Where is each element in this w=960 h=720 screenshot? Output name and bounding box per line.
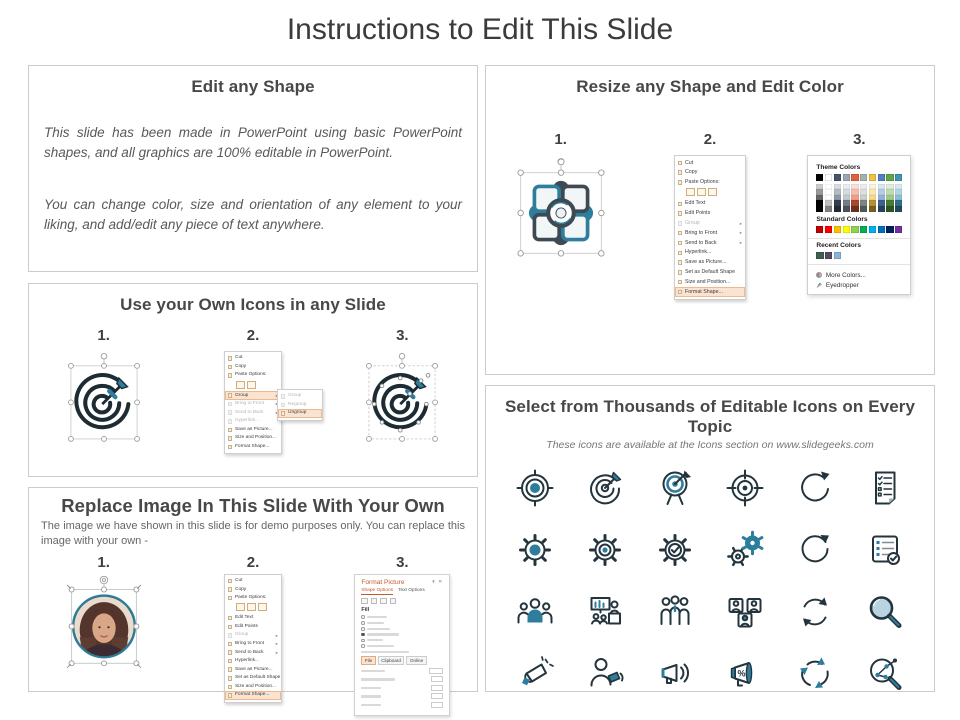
menu-item-cut[interactable] <box>675 158 745 168</box>
standard-color-swatch[interactable] <box>895 226 902 233</box>
gear-hub-icon[interactable] <box>584 529 626 571</box>
copy-icon <box>228 365 233 370</box>
target-stand-arrow-icon[interactable] <box>654 467 696 509</box>
menu-item-group[interactable] <box>675 218 745 228</box>
format-shape-icon <box>678 290 683 295</box>
theme-variant-swatch[interactable] <box>860 206 867 212</box>
theme-color-swatch[interactable] <box>843 174 850 181</box>
divider <box>808 238 910 239</box>
team-standing-icon[interactable] <box>654 591 696 633</box>
menu-item-label: Format Shape... <box>234 692 270 698</box>
cut-icon <box>678 161 683 166</box>
standard-colors-row <box>816 226 902 233</box>
icon-library-title: Select from Thousands of Editable Icons on Every Topic <box>504 397 916 436</box>
paste-option-icon[interactable] <box>236 381 245 389</box>
menu-item-format-shape[interactable] <box>225 443 281 452</box>
theme-variant-swatch[interactable] <box>843 206 850 212</box>
file-button[interactable]: File <box>361 656 375 665</box>
standard-color-swatch[interactable] <box>869 226 876 233</box>
fill-option[interactable] <box>361 639 443 643</box>
paste-option-icon[interactable] <box>247 603 256 611</box>
paste-option-icon[interactable] <box>236 603 245 611</box>
fill-option[interactable] <box>361 621 443 625</box>
menu-item-hyperlink[interactable] <box>675 248 745 258</box>
magnifier-icon[interactable] <box>864 591 906 633</box>
panel-icon-library <box>485 385 935 692</box>
panel-replace-image <box>28 487 478 698</box>
slide-title: Instructions to Edit This Slide <box>286 13 674 46</box>
offset-row[interactable] <box>361 702 443 708</box>
cycle-arrows-icon[interactable] <box>794 653 836 695</box>
menu-item-label: Group <box>684 220 700 227</box>
tab-shape-options[interactable]: Shape Options <box>361 588 394 594</box>
bring-to-front-icon <box>228 402 233 407</box>
menu-item-bring-to-front[interactable] <box>225 400 281 409</box>
more-colors-item[interactable] <box>816 268 902 279</box>
hyperlink-icon <box>678 251 683 256</box>
menu-item-label: Send to Back <box>684 239 717 246</box>
menu-item-label: Hyperlink... <box>234 418 259 424</box>
eyedropper-icon <box>816 283 822 289</box>
theme-color-swatch[interactable] <box>895 174 902 181</box>
crosshair-scope-icon[interactable] <box>724 467 766 509</box>
menu-item-label: Size and Position... <box>234 435 277 441</box>
menu-item-label: Paste Options: <box>234 372 267 378</box>
menu-item-size-and-position[interactable] <box>675 277 745 287</box>
menu-item-label: Edit Points <box>234 623 258 629</box>
double-gears-icon[interactable] <box>724 529 766 571</box>
image-step-2 <box>178 554 327 717</box>
submenu-arrow-icon: ▸ <box>275 632 278 638</box>
menu-item-copy[interactable] <box>225 585 281 594</box>
edit-shape-paragraph-1: This slide has been made in PowerPoint using basic PowerPoint shapes, and all graphics are 100% editable in PowerPoint. <box>44 125 462 161</box>
dartboard-dart-icon[interactable] <box>584 467 626 509</box>
pane-close-icon[interactable]: ▾ ✕ <box>432 579 444 586</box>
more-colors-label: More Colors... <box>825 271 866 279</box>
recent-color-swatch[interactable] <box>816 252 823 259</box>
menu-item-label: Bring to Front <box>234 640 265 646</box>
menu-item-send-to-back[interactable] <box>225 648 281 657</box>
edit-points-icon <box>228 625 233 630</box>
paste-option-icon[interactable] <box>247 381 256 389</box>
edit-text-icon <box>678 202 683 207</box>
menu-item-label: Send to Back <box>234 649 264 655</box>
edit-shape-paragraph-2: You can change color, size and orientation of any element to your liking, and add/edit any piece of text anywhere. <box>44 196 462 232</box>
menu-item-edit-text[interactable] <box>675 199 745 209</box>
menu-item-send-to-back[interactable] <box>225 408 281 417</box>
menu-item-paste-options[interactable] <box>225 594 281 603</box>
paste-options-icon <box>678 180 683 185</box>
panel-use-own-icons <box>28 283 478 477</box>
theme-variant-row <box>816 206 902 212</box>
picture-icon[interactable] <box>390 598 397 604</box>
fill-section-label[interactable]: Fill <box>361 607 370 614</box>
menu-item-label: Copy <box>684 169 698 176</box>
theme-variant-swatch[interactable] <box>834 206 841 212</box>
save-as-picture-icon <box>228 667 233 672</box>
copy-icon <box>228 587 233 592</box>
redo-arrow-icon[interactable] <box>794 467 836 509</box>
menu-item-set-as-default-shape[interactable] <box>675 267 745 277</box>
picture-context-menu <box>224 574 282 703</box>
standard-color-swatch[interactable] <box>886 226 893 233</box>
menu-item-size-and-position[interactable] <box>225 434 281 443</box>
menu-item-label: Edit Points <box>684 210 711 217</box>
theme-variant-swatch[interactable] <box>895 206 902 212</box>
paste-options-row <box>225 380 281 392</box>
format-shape-icon <box>228 445 233 450</box>
rotation-handle <box>558 159 564 165</box>
offset-row[interactable] <box>361 685 443 691</box>
theme-color-swatch[interactable] <box>834 174 841 181</box>
menu-item-size-and-position[interactable] <box>225 683 281 692</box>
step-number: 1. <box>97 327 110 344</box>
submenu-arrow-icon: ▸ <box>739 220 742 226</box>
texture-row[interactable] <box>361 668 443 674</box>
task-list-check-icon[interactable] <box>864 529 906 571</box>
size-and-position-icon <box>228 436 233 441</box>
insert-picture-from-label <box>361 651 409 654</box>
menu-item-group[interactable] <box>278 392 322 401</box>
menu-item-label: Bring to Front <box>234 401 265 407</box>
paste-option-icon[interactable] <box>708 188 717 196</box>
paste-options-row <box>225 602 281 614</box>
copy-icon <box>678 170 683 175</box>
menu-item-hyperlink[interactable] <box>225 657 281 666</box>
megaphone-waves-icon[interactable] <box>654 653 696 695</box>
menu-item-label: Paste Options: <box>684 179 720 186</box>
standard-color-swatch[interactable] <box>851 226 858 233</box>
standard-color-swatch[interactable] <box>816 226 823 233</box>
menu-item-label: Cut <box>234 577 243 583</box>
icons-step-2 <box>178 327 327 454</box>
menu-item-label: Group <box>234 392 249 398</box>
menu-item-label: Cut <box>234 355 243 361</box>
divider <box>808 264 910 265</box>
menu-item-label: Copy <box>234 586 247 592</box>
menu-item-label: Format Shape... <box>684 288 723 295</box>
shape-context-menu <box>674 155 746 300</box>
icon-grid <box>486 457 934 705</box>
dartboard-ungrouped-graphic[interactable] <box>355 351 449 452</box>
image-step-3 <box>328 554 477 717</box>
offset-row[interactable] <box>361 693 443 699</box>
menu-item-label: Ungroup <box>287 410 307 416</box>
edit-points-icon <box>678 211 683 216</box>
recent-colors-row <box>816 252 902 259</box>
fill-option[interactable] <box>361 615 443 619</box>
icons-step-3 <box>328 327 477 454</box>
step-number: 3. <box>396 553 409 571</box>
gear-filled-icon[interactable] <box>514 529 556 571</box>
image-step-1 <box>29 554 178 717</box>
regroup-icon <box>281 403 286 408</box>
menu-item-label: Hyperlink... <box>684 249 712 256</box>
send-to-back-icon <box>678 241 683 246</box>
size-and-position-icon <box>678 280 683 285</box>
standard-color-swatch[interactable] <box>860 226 867 233</box>
menu-item-label: Cut <box>684 159 694 166</box>
group-icon <box>678 221 683 226</box>
checklist-document-icon[interactable] <box>864 467 906 509</box>
group-icon <box>228 393 233 398</box>
menu-item-regroup[interactable] <box>278 401 322 410</box>
menu-item-group[interactable] <box>225 631 281 640</box>
menu-item-set-as-default-shape[interactable] <box>225 674 281 683</box>
theme-color-swatch[interactable] <box>886 174 893 181</box>
menu-item-label: Save as Picture... <box>234 426 273 432</box>
paste-options-icon <box>228 373 233 378</box>
clipboard-button[interactable]: Clipboard <box>378 656 405 665</box>
eyedropper-item[interactable] <box>816 279 902 290</box>
tab-text-options[interactable]: Text Options <box>398 588 425 594</box>
replace-image-description: The image we have shown in this slide is for demo purposes only. You can replace this image with your own - <box>41 520 465 547</box>
hyperlink-icon <box>228 419 233 424</box>
paste-option-icon[interactable] <box>686 188 695 196</box>
menu-item-label: Set as Default Shape <box>684 269 736 276</box>
theme-variant-swatch[interactable] <box>825 206 832 212</box>
group-icon <box>228 633 233 638</box>
magnifier-network-icon[interactable] <box>864 653 906 695</box>
target-crosshair-icon[interactable] <box>514 467 556 509</box>
step-number: 3. <box>396 327 409 344</box>
menu-item-label: Save as Picture... <box>684 259 727 266</box>
theme-colors-row <box>816 174 902 181</box>
sync-arrows-icon[interactable] <box>794 591 836 633</box>
step-number: 1. <box>554 131 567 148</box>
icon-library-subtitle: These icons are available at the Icons section on www.slidegeeks.com <box>546 439 874 451</box>
menu-item-label: Copy <box>234 363 247 369</box>
set-as-default-shape-icon <box>228 676 233 681</box>
cut-icon <box>228 579 233 584</box>
theme-variant-swatch[interactable] <box>886 206 893 212</box>
menu-item-format-shape[interactable] <box>225 691 281 700</box>
menu-item-format-shape[interactable] <box>675 287 745 297</box>
menu-item-label: Regroup <box>287 401 307 407</box>
presentation-meeting-icon[interactable] <box>584 591 626 633</box>
quad-shape <box>529 181 593 245</box>
recent-colors-label: Recent Colors <box>816 241 862 249</box>
menu-item-label: Send to Back <box>234 409 264 415</box>
fill-bucket-icon[interactable] <box>361 598 368 604</box>
pane-toolbar-icons <box>361 598 443 604</box>
menu-item-edit-points[interactable] <box>675 209 745 219</box>
fill-option[interactable] <box>361 644 443 648</box>
set-as-default-shape-icon <box>678 270 683 275</box>
hyperlink-icon <box>228 659 233 664</box>
menu-item-save-as-picture[interactable] <box>225 665 281 674</box>
user-avatars-icon[interactable] <box>724 591 766 633</box>
standard-colors-label: Standard Colors <box>816 215 868 223</box>
effects-icon[interactable] <box>371 598 378 604</box>
standard-color-swatch[interactable] <box>834 226 841 233</box>
step-number: 3. <box>853 131 866 148</box>
panel-resize-title: Resize any Shape and Edit Color <box>576 77 844 96</box>
theme-colors-label: Theme Colors <box>816 164 861 171</box>
step-number: 1. <box>97 553 110 571</box>
menu-item-label: Bring to Front <box>684 229 718 236</box>
panel-edit-any-shape <box>28 65 478 272</box>
theme-variant-swatch[interactable] <box>878 206 885 212</box>
save-as-picture-icon <box>228 428 233 433</box>
menu-item-label: Group <box>287 393 302 399</box>
recent-color-swatch[interactable] <box>825 252 832 259</box>
menu-item-label: Group <box>234 632 249 638</box>
menu-item-paste-options[interactable] <box>225 371 281 380</box>
submenu-arrow-icon: ▸ <box>275 641 278 647</box>
menu-item-hyperlink[interactable] <box>225 417 281 426</box>
online-button[interactable]: Online <box>406 656 426 665</box>
send-to-back-icon <box>228 650 233 655</box>
menu-item-cut[interactable] <box>225 577 281 586</box>
menu-item-edit-text[interactable] <box>225 614 281 623</box>
menu-item-copy[interactable] <box>675 168 745 178</box>
resize-step-2 <box>635 131 784 300</box>
format-picture-title: Format Picture <box>361 578 405 586</box>
people-group-icon[interactable] <box>514 591 556 633</box>
menu-item-label: Size and Position... <box>234 683 277 689</box>
size-icon[interactable] <box>380 598 387 604</box>
menu-item-save-as-picture[interactable] <box>675 258 745 268</box>
format-picture-pane <box>354 574 450 717</box>
menu-item-send-to-back[interactable] <box>675 238 745 248</box>
standard-color-swatch[interactable] <box>825 226 832 233</box>
send-to-back-icon <box>228 410 233 415</box>
group-icon <box>281 394 286 399</box>
submenu-arrow-icon: ▸ <box>275 649 278 655</box>
color-wheel-icon <box>816 272 822 278</box>
icon-context-menu <box>224 351 307 454</box>
megaphone-percent-icon[interactable] <box>724 653 766 695</box>
bring-to-front-icon <box>228 642 233 647</box>
theme-color-swatch[interactable] <box>816 174 823 181</box>
theme-variant-swatch[interactable] <box>851 206 858 212</box>
panel-edit-shape-title: Edit any Shape <box>191 77 315 96</box>
step-number: 2. <box>703 131 717 148</box>
theme-variant-swatch[interactable] <box>869 206 876 212</box>
menu-item-label: Edit Text <box>234 615 254 621</box>
menu-item-label: Size and Position... <box>684 278 731 285</box>
panel-resize-shape-edit-color <box>485 65 935 375</box>
step-number: 2. <box>246 327 260 344</box>
color-picker-panel <box>807 155 911 295</box>
paste-options-row <box>675 187 745 199</box>
icons-step-1 <box>29 327 178 454</box>
resize-step-3 <box>785 131 934 300</box>
paste-option-icon[interactable] <box>697 188 706 196</box>
paste-option-icon[interactable] <box>258 603 267 611</box>
menu-item-bring-to-front[interactable] <box>225 640 281 649</box>
theme-color-swatch[interactable] <box>869 174 876 181</box>
group-submenu <box>277 389 323 421</box>
theme-color-variants <box>816 184 902 212</box>
menu-item-bring-to-front[interactable] <box>675 228 745 238</box>
cut-icon <box>228 356 233 361</box>
theme-color-swatch[interactable] <box>851 174 858 181</box>
theme-variant-swatch[interactable] <box>816 206 823 212</box>
panel-replace-image-title: Replace Image In This Slide With Your Own <box>61 495 445 516</box>
menu-item-label: Edit Text <box>684 200 706 207</box>
recent-color-swatch[interactable] <box>834 252 841 259</box>
resize-step-1 <box>486 131 635 300</box>
person-megaphone-icon[interactable] <box>584 653 626 695</box>
menu-item-label: Format Shape... <box>234 444 270 449</box>
menu-item-copy[interactable] <box>225 363 281 372</box>
format-shape-icon <box>228 693 233 698</box>
ungroup-icon <box>281 411 286 416</box>
paste-options-icon <box>228 596 233 601</box>
menu-item-edit-points[interactable] <box>225 623 281 632</box>
megaphone-icon[interactable] <box>514 653 556 695</box>
edit-text-icon <box>228 616 233 621</box>
refresh-arrow-icon[interactable] <box>794 529 836 571</box>
theme-color-swatch[interactable] <box>825 174 832 181</box>
menu-item-label: Save as Picture... <box>234 666 273 672</box>
size-and-position-icon <box>228 685 233 690</box>
standard-color-swatch[interactable] <box>878 226 885 233</box>
submenu-arrow-icon: ▸ <box>739 240 742 246</box>
quad-shape-selected-graphic[interactable] <box>506 155 616 271</box>
menu-item-ungroup[interactable] <box>278 409 322 418</box>
menu-item-cut[interactable] <box>225 354 281 363</box>
menu-item-paste-options[interactable] <box>675 178 745 188</box>
menu-item-save-as-picture[interactable] <box>225 426 281 435</box>
gear-check-icon[interactable] <box>654 529 696 571</box>
standard-color-swatch[interactable] <box>843 226 850 233</box>
transparency-row[interactable] <box>361 676 443 682</box>
menu-item-label: Hyperlink... <box>234 658 259 664</box>
step-number: 2. <box>246 553 260 571</box>
portrait-photo-graphic[interactable] <box>59 574 149 677</box>
menu-item-group[interactable] <box>225 391 281 400</box>
theme-color-swatch[interactable] <box>878 174 885 181</box>
menu-item-label: Paste Options: <box>234 595 267 601</box>
dartboard-selected-graphic[interactable] <box>57 351 151 452</box>
panel-own-icons-title: Use your Own Icons in any Slide <box>120 295 386 314</box>
eyedropper-label: Eyedropper <box>825 282 859 290</box>
theme-color-swatch[interactable] <box>860 174 867 181</box>
menu-item-label: Set as Default Shape <box>234 675 281 681</box>
bring-to-front-icon <box>678 231 683 236</box>
fill-option[interactable] <box>361 627 443 631</box>
save-as-picture-icon <box>678 260 683 265</box>
insert-picture-buttons <box>361 656 443 665</box>
submenu-arrow-icon: ▸ <box>739 230 742 236</box>
fill-option-selected[interactable] <box>361 633 443 637</box>
svg-text:%: % <box>737 668 746 679</box>
